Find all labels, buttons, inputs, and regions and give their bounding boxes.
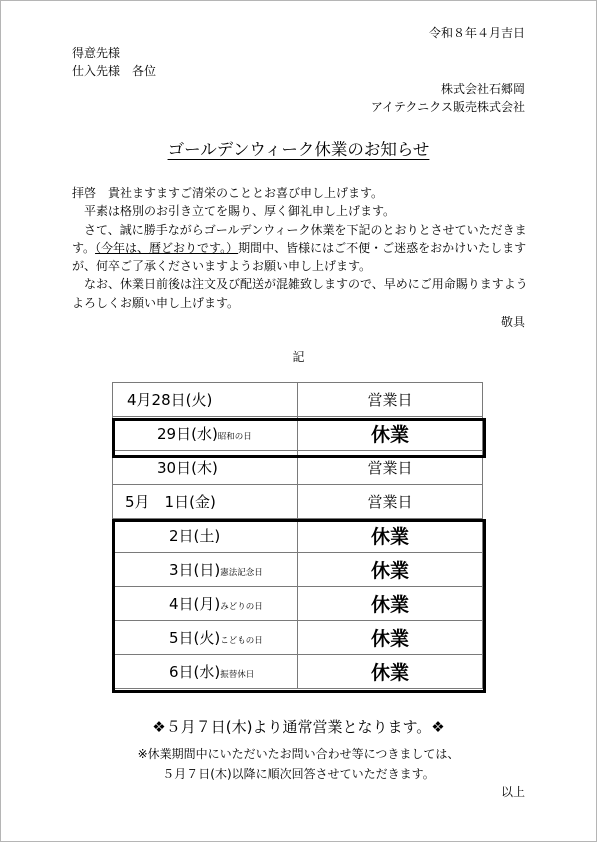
closure-text-2: 期間中、皆様にはご不便・ご迷惑をおかけいたしますが、何卒ご了承くださいますようお願い申し上げます。 (72, 240, 527, 274)
holiday-name: 憲法記念日 (220, 568, 263, 578)
schedule-row (113, 485, 483, 519)
schedule-status-closed: 休業 (298, 655, 483, 689)
holiday-name: 昭和の日 (217, 432, 252, 442)
end-mark: 以上 (500, 785, 525, 799)
schedule-date: 5日(火)こどもの日 (113, 621, 298, 655)
resume-notice: ❖５月７日(木)より通常営業となります。❖ (152, 718, 445, 736)
schedule-status-closed: 休業 (298, 621, 483, 655)
calendar-note: （今年は、暦どおりです。） (95, 240, 239, 255)
schedule-row (113, 383, 483, 417)
holiday-name: こどもの日 (220, 636, 263, 646)
schedule-status-closed: 休業 (298, 553, 483, 587)
recipient-customers: 得意先様 (72, 46, 121, 60)
order-notice-paragraph: なお、休業日前後は注文及び配送が混雑致しますので、早めにご用命賜りますようよろしくお願い申し上げます。 (72, 277, 528, 310)
holiday-highlight-box (112, 519, 486, 693)
schedule-status-closed: 休業 (298, 587, 483, 621)
schedule-date: 6日(水)振替休日 (113, 655, 298, 689)
inquiry-note-2: ５月７日(木)以降に順次回答させていただきます。 (162, 767, 435, 781)
closure-text-1: さて、誠に勝手ながらゴールデンウィーク休業を下記のとおりとさせていただきます。 (72, 222, 527, 255)
sender-company-1: 株式会社石郷岡 (440, 82, 525, 96)
letter-body (72, 184, 528, 312)
recipient-suppliers: 仕入先様 各位 (72, 64, 157, 78)
holiday-name: みどりの日 (220, 602, 263, 612)
sender-company-2: アイテクニクス販売株式会社 (370, 100, 525, 114)
inquiry-note-1: ※休業期間中にいただいたお問い合わせ等につきましては、 (137, 747, 460, 761)
schedule-date: 30日(木) (113, 451, 298, 485)
schedule-date: 29日(水)昭和の日 (113, 417, 298, 451)
issue-date: 令和８年４月吉日 (428, 26, 525, 40)
closing-keigu: 敬具 (500, 315, 525, 329)
ki-heading: 記 (292, 350, 305, 364)
title-text: ゴールデンウィーク休業のお知らせ (167, 140, 430, 159)
thanks-line: 平素は格別のお引き立てを賜り、厚く御礼申し上げます。 (72, 204, 396, 219)
closure-paragraph (72, 221, 528, 276)
schedule-date: 3日(日)憲法記念日 (113, 553, 298, 587)
document-title (0, 136, 597, 160)
schedule-status: 営業日 (298, 383, 483, 417)
schedule-date: 2日(土) (113, 519, 298, 553)
greeting-line: 拝啓 貴社ますますご清栄のこととお喜び申し上げます。 (72, 186, 384, 200)
schedule-date: 4月28日(火) (113, 383, 298, 417)
schedule-status: 営業日 (298, 485, 483, 519)
schedule-status-closed: 休業 (298, 519, 483, 553)
schedule-status-closed: 休業 (298, 417, 483, 451)
holiday-name: 振替休日 (220, 670, 255, 680)
schedule-status: 営業日 (298, 451, 483, 485)
holiday-highlight-box (112, 418, 486, 458)
schedule-date: 4日(月)みどりの日 (113, 587, 298, 621)
schedule-date: 5月 1日(金) (113, 485, 298, 519)
